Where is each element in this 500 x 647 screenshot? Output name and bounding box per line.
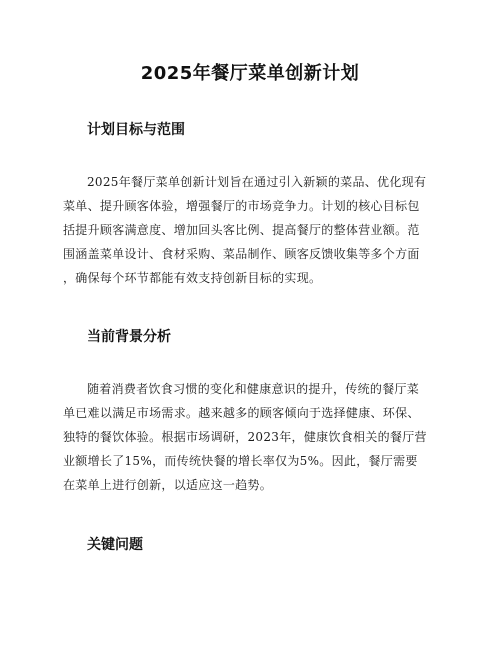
paragraph-line: 括提升顾客满意度、增加回头客比例、提高餐厅的整体营业额。范 (63, 223, 420, 237)
paragraph-line: ，确保每个环节都能有效支持创新目标的实现。 (63, 271, 322, 285)
paragraph-line: 业额增长了15%，而传统快餐的增长率仅为5%。因此，餐厅需要 (63, 454, 418, 468)
document-title: 2025年餐厅菜单创新计划 (140, 63, 360, 84)
section-heading-goals-scope: 计划目标与范围 (87, 122, 185, 138)
section-paragraph-goals-scope (63, 170, 427, 290)
paragraph-line: 在菜单上进行创新，以适应这一趋势。 (63, 478, 273, 492)
paragraph-line: 围涵盖菜单设计、食材采购、菜品制作、顾客反馈收集等多个方面 (63, 247, 420, 261)
section-heading-key-issues: 关键问题 (87, 537, 143, 553)
paragraph-line: 独特的餐饮体验。根据市场调研，2023年，健康饮食相关的餐厅营 (63, 430, 427, 444)
section-heading-background-analysis: 当前背景分析 (87, 329, 171, 345)
section-paragraph-background-analysis (63, 377, 427, 497)
paragraph-line: 单已难以满足市场需求。越来越多的顾客倾向于选择健康、环保、 (63, 406, 420, 420)
paragraph-line: 2025年餐厅菜单创新计划旨在通过引入新颖的菜品、优化现有 (87, 175, 427, 189)
paragraph-line: 菜单、提升顾客体验，增强餐厅的市场竞争力。计划的核心目标包 (63, 199, 420, 213)
paragraph-line: 随着消费者饮食习惯的变化和健康意识的提升，传统的餐厅菜 (87, 382, 420, 396)
